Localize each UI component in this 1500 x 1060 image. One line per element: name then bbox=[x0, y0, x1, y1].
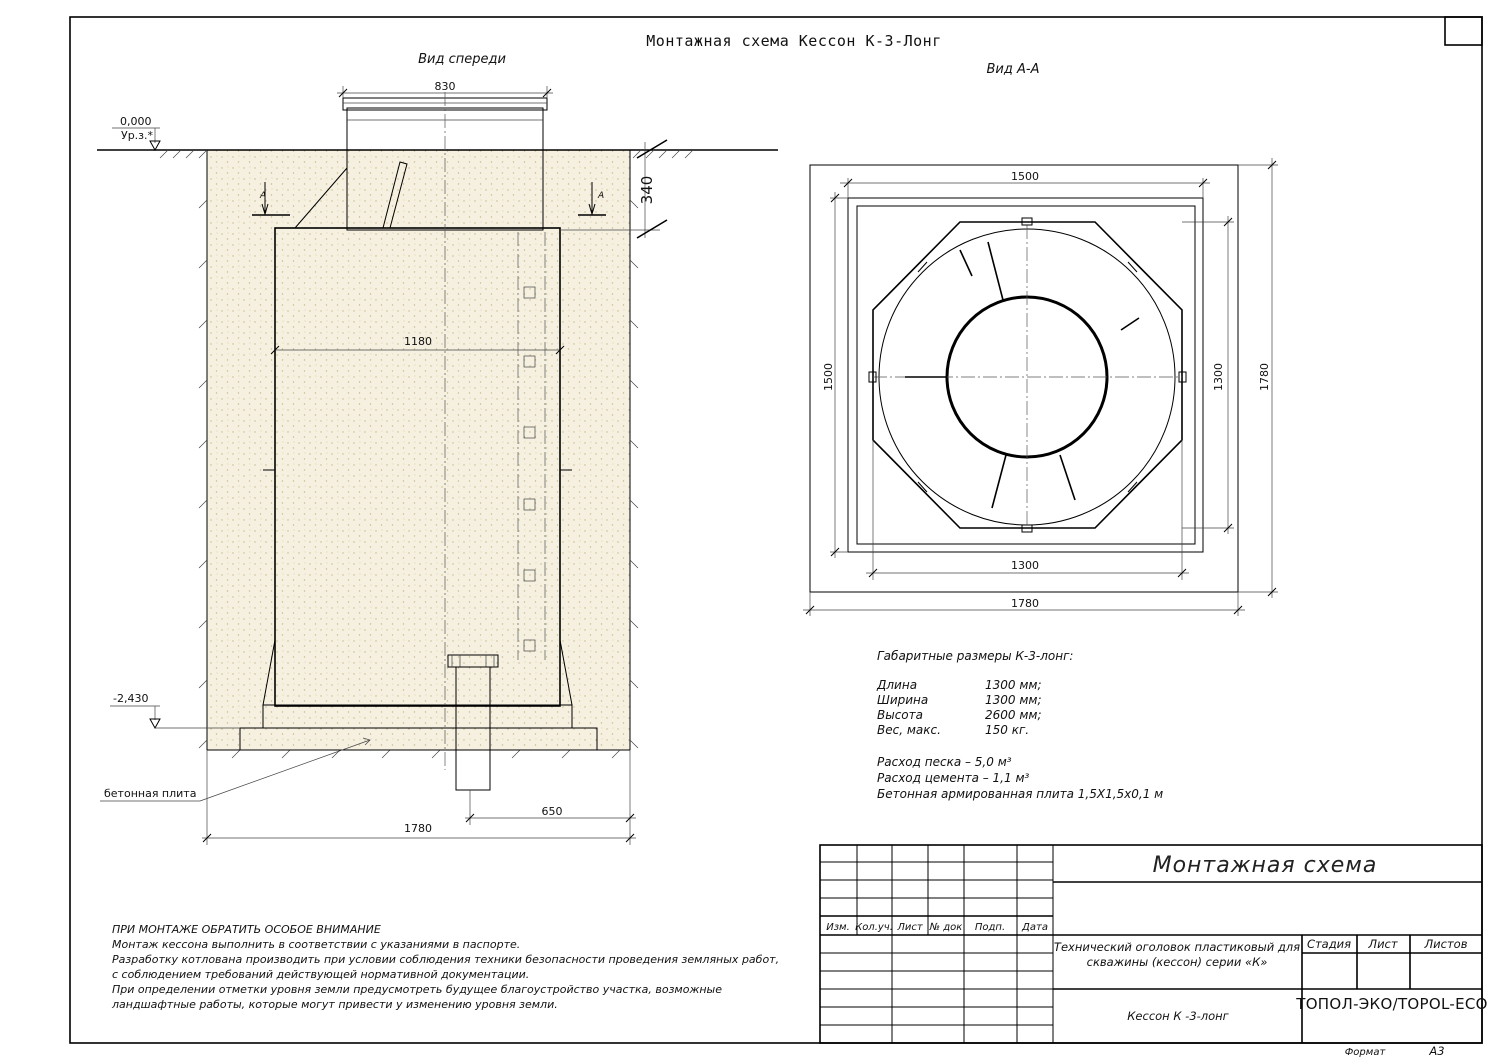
corner-box bbox=[1445, 17, 1482, 45]
caisson-octagon bbox=[873, 222, 1182, 528]
level-top-text: 0,000 bbox=[120, 115, 152, 128]
rib bbox=[992, 455, 1006, 508]
specs-heading: Габаритные размеры К-3-лонг: bbox=[877, 649, 1074, 663]
dim-section-bottom-inner-text: 1300 bbox=[1011, 559, 1039, 572]
dim-pit-text: 1780 bbox=[404, 822, 432, 835]
dim-pit-width bbox=[202, 750, 636, 845]
format-label: Формат bbox=[1344, 1047, 1386, 1058]
level-top-note: Ур.з.* bbox=[121, 129, 154, 142]
dim-section-top-text: 1500 bbox=[1011, 170, 1039, 183]
dim-section-right-outer-text: 1780 bbox=[1258, 363, 1271, 391]
sheet-title: Монтажная схема bbox=[1152, 853, 1378, 878]
spec-label: Длина bbox=[877, 678, 918, 692]
radial-ribs bbox=[905, 242, 1139, 508]
dim-pipe-offset-text: 650 bbox=[541, 805, 563, 818]
stage-label: Стадия bbox=[1306, 937, 1352, 951]
company-code: ТОПОЛ-ЭКО/TOPOL-ECO bbox=[1296, 995, 1488, 1013]
spec-cement: Расход цемента – 1,1 м³ bbox=[877, 771, 1030, 785]
dim-section-right-inner-text: 1300 bbox=[1212, 363, 1225, 391]
sheet-label: Лист bbox=[1368, 937, 1398, 951]
header-kol-uch: Кол.уч. bbox=[855, 922, 893, 933]
specs-block bbox=[876, 649, 1163, 801]
front-view-label: Вид спереди bbox=[418, 52, 506, 67]
note-line: При определении отметки уровня земли предусмотреть будущее благоустройство участка, возможные bbox=[112, 983, 722, 996]
header-date: Дата bbox=[1022, 922, 1048, 933]
product-name-line1: Технический оголовок пластиковый для bbox=[1053, 940, 1301, 954]
section-plate-outline bbox=[848, 198, 1203, 552]
spec-label: Высота bbox=[877, 708, 923, 722]
section-view-label: Вид А-А bbox=[986, 62, 1040, 77]
spec-value: 1300 мм; bbox=[985, 693, 1042, 707]
dim-neck-height-text: 340 bbox=[638, 175, 656, 205]
notes-block bbox=[111, 923, 779, 1011]
note-line: Монтаж кессона выполнить в соответствии с указаниями в паспорте. bbox=[112, 938, 521, 951]
spec-value: 2600 мм; bbox=[985, 708, 1042, 722]
section-view bbox=[803, 62, 1278, 616]
level-bottom-text: -2,430 bbox=[113, 692, 149, 705]
rib bbox=[960, 250, 972, 276]
spec-label: Ширина bbox=[877, 693, 929, 707]
revision-grid bbox=[820, 845, 1053, 1043]
header-sign: Подп. bbox=[974, 922, 1006, 933]
dim-section-bottom-outer-text: 1780 bbox=[1011, 597, 1039, 610]
level-top-marker bbox=[112, 115, 160, 150]
dim-section-right-outer bbox=[1238, 158, 1278, 598]
header-list: Лист bbox=[897, 922, 923, 933]
sheets-label: Листов bbox=[1424, 937, 1468, 951]
drawing-title: Монтажная схема Кессон К-3-Лонг bbox=[646, 32, 942, 50]
section-mark-letter: А bbox=[598, 191, 605, 201]
header-izm: Изм. bbox=[826, 922, 850, 933]
notes-heading: ПРИ МОНТАЖЕ ОБРАТИТЬ ОСОБОЕ ВНИМАНИЕ bbox=[112, 923, 381, 936]
title-block bbox=[820, 845, 1488, 1058]
spec-plate: Бетонная армированная плита 1,5Х1,5х0,1 м bbox=[877, 787, 1164, 801]
note-line: ландшафтные работы, которые могут привести у изменению уровня земли. bbox=[112, 998, 558, 1011]
spec-value: 150 кг. bbox=[985, 723, 1030, 737]
note-line: Разработку котлована производить при условии соблюдения техники безопасности проведения земляных работ, bbox=[112, 953, 780, 966]
front-view bbox=[97, 52, 778, 845]
rib bbox=[988, 242, 1003, 300]
sand-backfill bbox=[207, 150, 630, 750]
plate-label: бетонная плита bbox=[104, 787, 197, 800]
section-concrete-area bbox=[857, 206, 1195, 544]
dim-section-left bbox=[822, 192, 848, 558]
note-line: с соблюдением требований действующей нормативной документации. bbox=[112, 968, 530, 981]
dim-section-top bbox=[840, 170, 1210, 198]
rib bbox=[1060, 455, 1075, 500]
product-name-line2: скважины (кессон) серии «К» bbox=[1086, 955, 1268, 969]
dim-section-left-text: 1500 bbox=[822, 363, 835, 391]
spec-value: 1300 мм; bbox=[985, 678, 1042, 692]
dim-neck-text: 830 bbox=[434, 80, 456, 93]
format-value: А3 bbox=[1429, 1044, 1445, 1058]
dim-section-bottom-outer bbox=[803, 592, 1245, 616]
rib bbox=[1121, 318, 1139, 330]
dim-section-right-inner bbox=[1182, 216, 1234, 534]
dim-pipe-offset bbox=[465, 750, 636, 845]
item-name: Кессон К -3-лонг bbox=[1127, 1009, 1229, 1023]
header-doc-no: № док bbox=[929, 922, 963, 933]
spec-label: Вес, макс. bbox=[877, 723, 941, 737]
dim-section-bottom-inner bbox=[866, 440, 1189, 580]
dim-body-text: 1180 bbox=[404, 335, 432, 348]
section-mark-letter: А bbox=[260, 191, 267, 201]
spec-sand: Расход песка – 5,0 м³ bbox=[877, 755, 1012, 769]
